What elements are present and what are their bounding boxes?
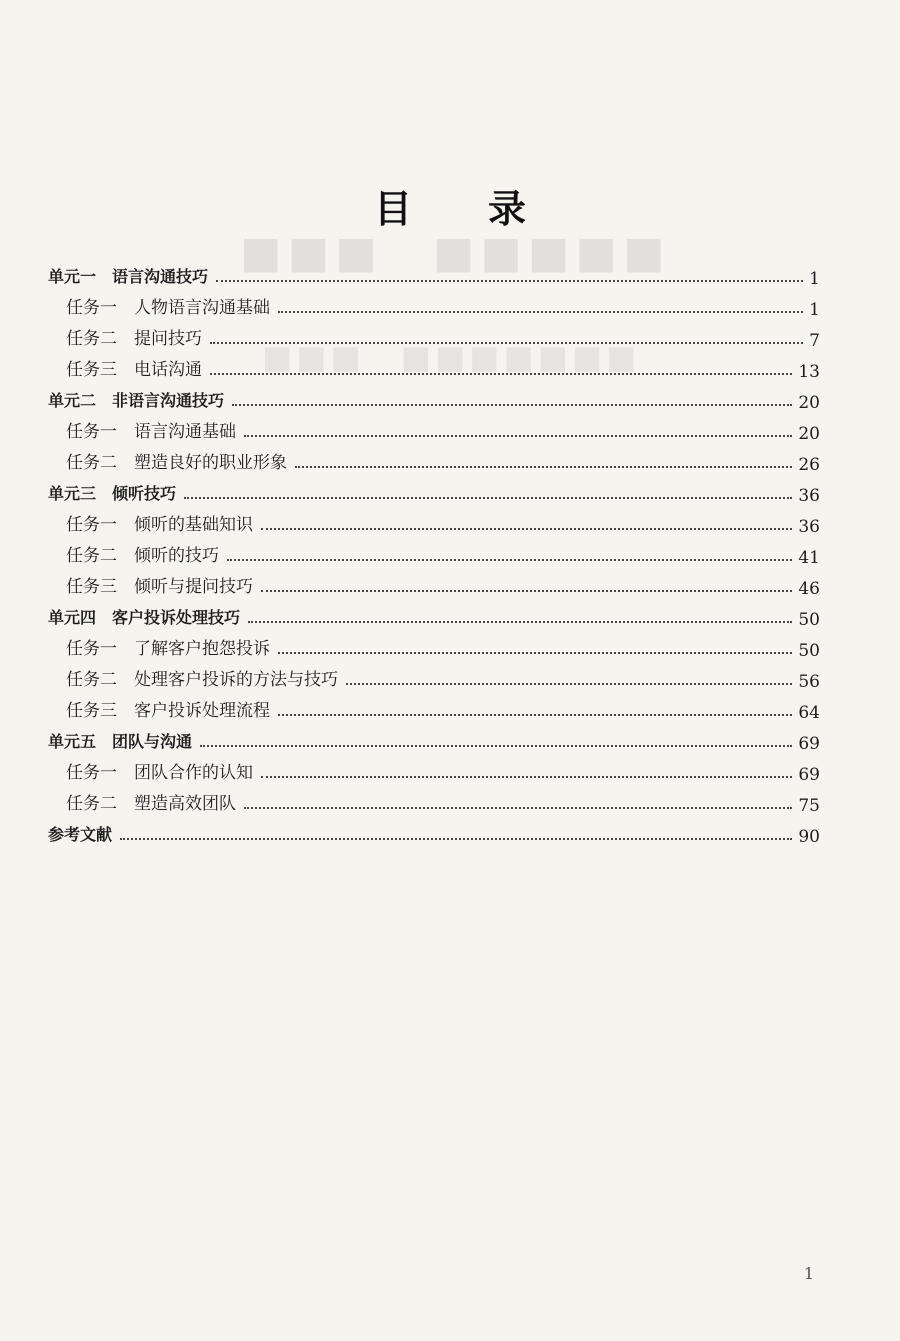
toc-entry-label: 单元二 非语言沟通技巧 [48,391,225,410]
toc-dot-leader [295,466,792,468]
toc-entry-label: 任务三 客户投诉处理流程 [66,701,270,721]
toc-entry-label: 单元一 语言沟通技巧 [48,267,209,286]
toc-dot-leader [120,838,792,840]
toc-task-entry[interactable] [0,543,900,569]
page-title: 目 录 [373,187,526,231]
toc-dot-leader [184,497,792,499]
toc-entry-label: 任务三 倾听与提问技巧 [66,577,253,597]
toc-unit-entry[interactable] [0,822,900,848]
toc-entry-label: 任务一 团队合作的认知 [66,763,253,783]
toc-task-entry[interactable] [0,512,900,538]
toc-dot-leader [278,652,792,654]
toc-task-entry[interactable] [0,326,900,352]
toc-dot-leader [232,404,792,406]
toc-page-number: 7 [809,331,820,351]
toc-page-number: 64 [798,703,820,723]
toc-entry-label: 参考文献 [48,825,113,844]
toc-task-entry[interactable] [0,450,900,476]
toc-unit-entry[interactable] [0,605,900,631]
toc-task-entry[interactable] [0,574,900,600]
toc-page-number: 75 [798,796,820,816]
toc-page-number: 1 [809,300,820,320]
toc-dot-leader [200,745,792,747]
toc-dot-leader [278,714,792,716]
toc-entry-label: 任务二 提问技巧 [66,329,202,349]
toc-dot-leader [227,559,792,561]
toc-page-number: 69 [798,765,820,785]
toc-dot-leader [261,590,792,592]
toc-page-number: 90 [798,827,820,847]
toc-entry-label: 单元三 倾听技巧 [48,484,177,503]
toc-unit-entry[interactable] [0,481,900,507]
toc-unit-entry[interactable] [0,729,900,755]
toc-task-entry[interactable] [0,295,900,321]
toc-page-number: 20 [798,393,820,413]
toc-dot-leader [216,280,803,282]
toc-page-number: 69 [798,734,820,754]
toc-dot-leader [261,776,792,778]
toc-entry-label: 任务二 塑造良好的职业形象 [66,453,287,473]
toc-page-number: 46 [798,579,820,599]
toc-page-number: 50 [798,641,820,661]
toc-task-entry[interactable] [0,791,900,817]
toc-page-number: 26 [798,455,820,475]
toc-entry-label: 任务一 了解客户抱怨投诉 [66,639,270,659]
toc-dot-leader [244,807,792,809]
toc-entry-label: 单元四 客户投诉处理技巧 [48,608,241,627]
toc-entry-label: 任务三 电话沟通 [66,360,202,380]
toc-entry-label: 任务二 塑造高效团队 [66,794,236,814]
toc-dot-leader [346,683,792,685]
toc-page-number: 56 [798,672,820,692]
toc-entry-label: 任务一 人物语言沟通基础 [66,298,270,318]
toc-dot-leader [210,342,803,344]
toc-dot-leader [278,311,803,313]
page-folio: 1 [803,1264,814,1283]
bleed-through-subheading: ■■■ ■■■■■■■ [262,338,641,376]
toc-entry-label: 任务一 语言沟通基础 [66,422,236,442]
toc-task-entry[interactable] [0,760,900,786]
toc-dot-leader [261,528,792,530]
toc-entry-label: 任务一 倾听的基础知识 [66,515,253,535]
toc-entry-label: 任务二 处理客户投诉的方法与技巧 [66,670,338,690]
toc-dot-leader [244,435,792,437]
toc-unit-entry[interactable] [0,264,900,290]
toc-task-entry[interactable] [0,419,900,445]
toc-page-number: 36 [798,517,820,537]
toc-page-number: 41 [798,548,820,568]
toc-task-entry[interactable] [0,357,900,383]
toc-task-entry[interactable] [0,698,900,724]
toc-dot-leader [248,621,792,623]
toc-entry-label: 任务二 倾听的技巧 [66,546,219,566]
bleed-through-heading: ■■■ ■■■■■ [240,227,671,278]
toc-task-entry[interactable] [0,636,900,662]
toc-unit-entry[interactable] [0,388,900,414]
toc-page-number: 20 [798,424,820,444]
toc-task-entry[interactable] [0,667,900,693]
toc-page-number: 1 [809,269,820,289]
toc-page-number: 13 [798,362,820,382]
toc-entry-label: 单元五 团队与沟通 [48,732,193,751]
toc-page-number: 50 [798,610,820,630]
toc-page-number: 36 [798,486,820,506]
toc-dot-leader [210,373,792,375]
